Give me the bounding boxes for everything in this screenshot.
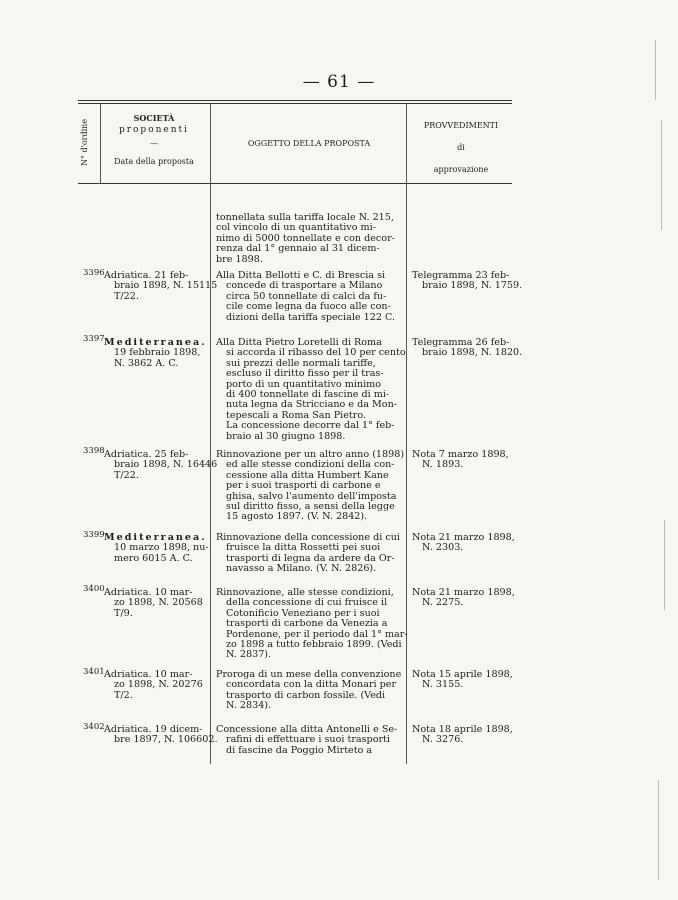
entry-number: 3397 [83, 334, 105, 344]
text-line: Adriatica. 21 feb- [104, 270, 189, 281]
header-societa-sub: proponenti [118, 125, 190, 135]
entry-provvedimento [412, 669, 513, 691]
text-line: mero 6015 A. C. [114, 552, 193, 564]
text-line: T/22. [114, 469, 139, 481]
text-line: 19 febbraio 1898, [114, 347, 201, 359]
text-line: sui prezzi delle normali tariffe, [226, 357, 376, 369]
text-line: 15 agosto 1897. (V. N. 2842). [226, 511, 368, 523]
text-line: trasporti di legna da ardere da Or- [226, 552, 395, 564]
scan-mark [655, 40, 656, 100]
text-line: Rinnovazione, alle stesse condizioni, [216, 587, 394, 598]
text-line: porto di un quantitativo minimo [226, 378, 382, 390]
text-line: N. 3862 A. C. [114, 357, 179, 369]
text-line: N. 2837). [226, 649, 272, 661]
text-line: Telegramma 23 feb- [412, 270, 510, 281]
header-provv-di: di [457, 143, 465, 152]
scan-mark [664, 520, 665, 610]
text-line: N. 2275. [422, 597, 464, 609]
text-line: sul diritto fisso, a sensi della legge [226, 501, 395, 513]
text-line: 10 marzo 1898, nu- [114, 542, 209, 554]
top-rule [78, 100, 512, 101]
text-line: Rinnovazione per un altro anno (1898) [216, 449, 405, 460]
entry-societa [104, 670, 204, 701]
text-line: Adriatica. 10 mar- [104, 669, 193, 680]
text-line: N. 3276. [422, 734, 464, 746]
text-line: dizioni della tariffa speciale 122 C. [226, 311, 396, 323]
entry-societa [104, 588, 204, 619]
entry-number: 3401 [83, 667, 105, 677]
text-line: cessione alla ditta Humbert Kane [226, 469, 389, 481]
text-line: Nota 18 aprile 1898, [412, 724, 513, 735]
entry-provvedimento [412, 587, 515, 609]
entry-oggetto [216, 725, 402, 756]
text-line: N. 1893. [422, 459, 464, 471]
entry-societa [104, 724, 218, 746]
text-line: Pordenone, per il periodo dal 1° mar- [226, 628, 408, 640]
text-line: N. 3155. [422, 679, 464, 691]
text-line: Adriatica. 10 mar- [104, 587, 193, 598]
text-line: nuta legna da Stricciano e da Mon- [226, 399, 398, 411]
text-line: per i suoi trasporti di carbone e [226, 480, 381, 492]
text-line: zo 1898, N. 20276 [114, 679, 203, 691]
text-line: escluso il diritto fisso per il tras- [226, 368, 384, 380]
text-line: col vincolo di un quantitativo mi- [216, 222, 376, 234]
entry-societa [104, 449, 218, 481]
text-line: nimo di 5000 tonnellate e con decor- [216, 232, 395, 244]
entry-societa [104, 532, 209, 564]
text-line: Nota 7 marzo 1898, [412, 449, 509, 460]
text-line: Adriatica. 19 dicem- [104, 724, 203, 735]
text-line: zo 1898 a tutto febbraio 1899. (Vedi [226, 639, 402, 651]
entry-oggetto [216, 533, 402, 575]
scan-mark [658, 780, 659, 880]
column-divider [210, 104, 211, 764]
entry-oggetto [216, 271, 402, 323]
scan-mark [661, 120, 662, 230]
text-line: Cotonificio Veneziano per i suoi [226, 607, 380, 619]
text-line: Alla Ditta Bellotti e C. di Brescia si [216, 270, 386, 281]
text-line: renza dal 1° gennaio al 31 dicem- [216, 243, 380, 255]
text-line: trasporto di carbon fossile. (Vedi [226, 689, 386, 701]
header-provv-title: PROVVEDIMENTI [423, 121, 499, 130]
text-line: T/9. [114, 607, 133, 619]
text-line: bre 1898. [216, 253, 263, 265]
text-line: braio 1898, N. 1759. [422, 280, 523, 292]
text-line: Concessione alla ditta Antonelli e Se- [216, 724, 398, 735]
header-societa-title: SOCIETÀ [133, 113, 175, 123]
text-line: Nota 15 aprile 1898, [412, 669, 513, 680]
page-number: — 61 — [302, 72, 376, 92]
text-line: Proroga di un mese della convenzione [216, 669, 402, 680]
text-line: trasporti di carbone da Venezia a [226, 618, 388, 630]
entry-provvedimento [412, 450, 510, 471]
text-line: rafini di effettuare i suoi trasporti [226, 734, 390, 746]
header-societa [104, 112, 204, 168]
entry-provvedimento [412, 724, 513, 746]
entry-number: 3396 [83, 268, 105, 278]
text-line: T/2. [114, 689, 133, 701]
text-line: di 400 tonnellate di fascine di mi- [226, 389, 390, 401]
header-order: N° d'ordine [80, 118, 89, 166]
text-line: ed alle stesse condizioni della con- [226, 459, 395, 471]
header-provv-sub: approvazione [433, 165, 489, 174]
text-line: fruisce la ditta Rossetti pei suoi [226, 542, 381, 554]
text-line: circa 50 tonnellate di calci da fu- [226, 290, 387, 302]
text-line: si accorda il ribasso del 10 per cento [226, 347, 406, 359]
text-line: Rinnovazione della concessione di cui [216, 532, 400, 543]
text-line: tepescali a Roma San Pietro. [226, 409, 367, 421]
text-line: N. 2303. [422, 542, 464, 554]
top-rule-double [78, 103, 512, 104]
text-line: della concessione di cui fruisce il [226, 597, 388, 609]
text-line: concordata con la ditta Monari per [226, 679, 397, 691]
text-line: La concessione decorre dal 1° feb- [226, 420, 395, 432]
text-line: tonnellata sulla tariffa locale N. 215, [216, 212, 394, 223]
column-divider [100, 104, 101, 183]
continuation-text [216, 213, 402, 265]
text-line: Mediterranea. [104, 532, 207, 543]
entry-societa [104, 270, 218, 302]
header-provvedimenti [410, 120, 512, 176]
text-line: navasso a Milano. (V. N. 2826). [226, 563, 377, 575]
entry-provvedimento [412, 270, 523, 292]
text-line: concede di trasportare a Milano [226, 280, 383, 292]
entry-societa [104, 337, 207, 369]
text-line: zo 1898, N. 20568 [114, 597, 203, 609]
header-rule [78, 183, 512, 184]
text-line: Alla Ditta Pietro Loretelli di Roma [216, 337, 382, 348]
entry-oggetto [216, 587, 408, 661]
text-line: braio al 30 giugno 1898. [226, 430, 346, 442]
entry-oggetto [216, 670, 402, 712]
text-line: Mediterranea. [104, 337, 207, 348]
entry-number: 3400 [83, 584, 105, 594]
text-line: braio 1898, N. 1820. [422, 347, 523, 359]
text-line: bre 1897, N. 106602. [114, 734, 218, 746]
text-line: cile come legna da fuoco alle con- [226, 301, 391, 313]
text-line: Adriatica. 25 feb- [104, 449, 189, 460]
header-societa-date: Data della proposta [114, 157, 194, 166]
text-line: Nota 21 marzo 1898, [412, 587, 515, 598]
text-line: T/22. [114, 290, 139, 302]
entry-provvedimento [412, 337, 523, 359]
text-line: braio 1898, N. 16446 [114, 459, 218, 471]
entry-number: 3398 [83, 446, 105, 456]
text-line: N. 2834). [226, 700, 272, 712]
entry-oggetto [216, 337, 406, 442]
entry-number: 3402 [83, 722, 105, 732]
text-line: Telegramma 26 feb- [412, 337, 510, 348]
header-societa-dash: — [150, 139, 158, 148]
header-oggetto: OGGETTO DELLA PROPOSTA [247, 139, 371, 148]
column-divider [406, 104, 407, 764]
text-line: di fascine da Poggio Mirteto a [226, 744, 373, 756]
text-line: braio 1898, N. 15115 [114, 280, 218, 292]
entry-provvedimento [412, 532, 515, 554]
text-line: Nota 21 marzo 1898, [412, 532, 515, 543]
entry-number: 3399 [83, 530, 105, 540]
text-line: ghisa, salvo l'aumento dell'imposta [226, 490, 397, 502]
entry-oggetto [216, 449, 405, 523]
